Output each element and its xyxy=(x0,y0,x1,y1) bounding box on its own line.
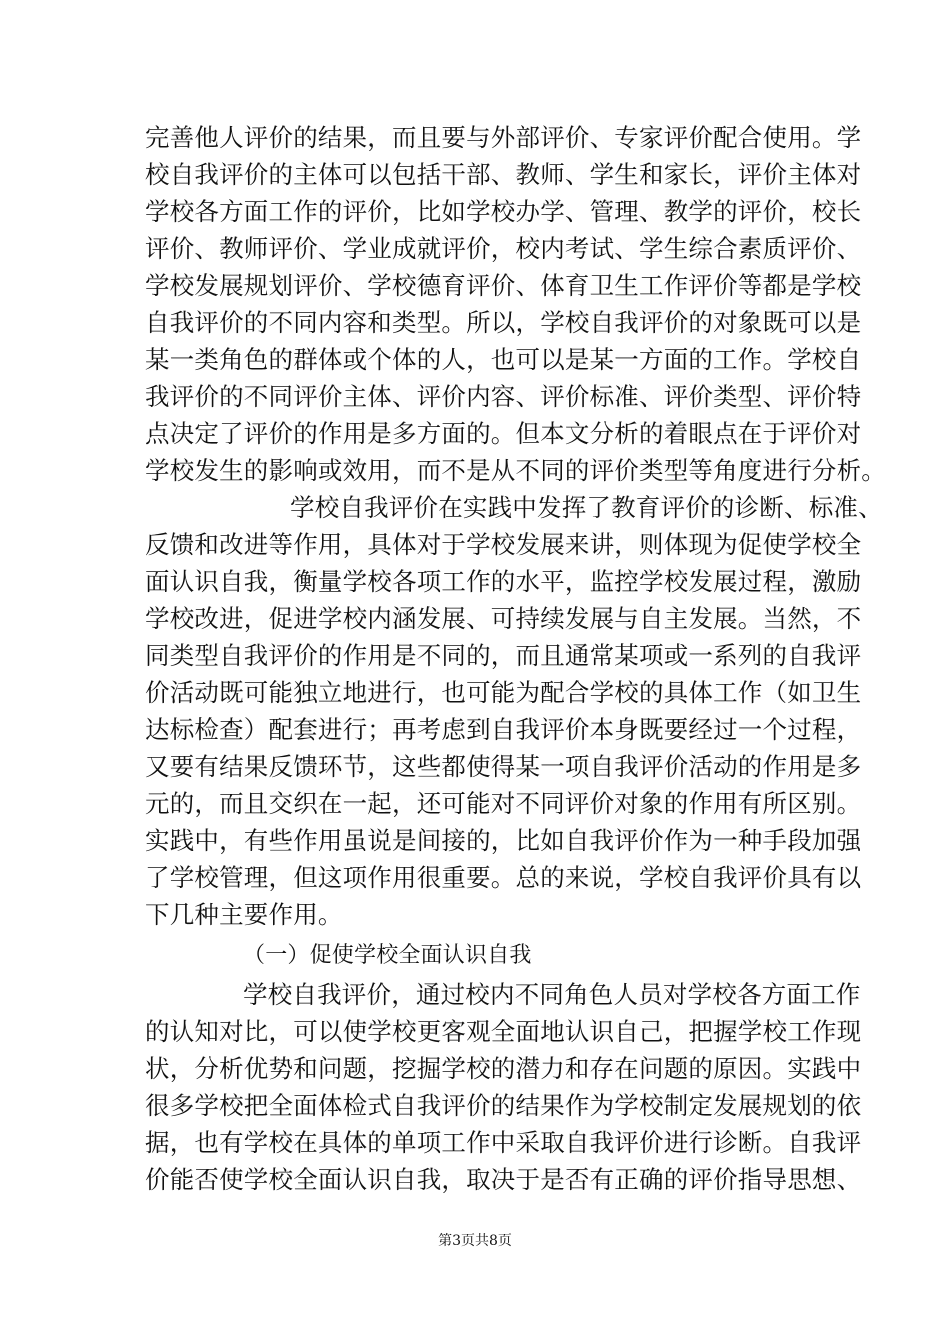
text-line: 价能否使学校全面认识自我，取决于是否有正确的评价指导思想、 xyxy=(145,1165,862,1194)
text-line: 了学校管理，但这项作用很重要。总的来说，学校自我评价具有以 xyxy=(145,863,862,892)
text-line: 面认识自我，衡量学校各项工作的水平，监控学校发展过程，激励 xyxy=(145,567,862,596)
text-line: 学校发展规划评价、学校德育评价、体育卫生工作评价等都是学校 xyxy=(145,271,862,300)
text-line: 我评价的不同评价主体、评价内容、评价标准、评价类型、评价特 xyxy=(145,382,862,411)
text-line: 点决定了评价的作用是多方面的。但本文分析的着眼点在于评价对 xyxy=(145,419,862,448)
text-line: 又要有结果反馈环节，这些都使得某一项自我评价活动的作用是多 xyxy=(145,752,862,781)
paragraph-first-line: 学校自我评价，通过校内不同角色人员对学校各方面工作 xyxy=(243,980,861,1009)
text-line: 很多学校把全面体检式自我评价的结果作为学校制定发展规划的依 xyxy=(145,1091,862,1120)
text-line: 校自我评价的主体可以包括干部、教师、学生和家长，评价主体对 xyxy=(145,160,862,189)
text-line: 下几种主要作用。 xyxy=(145,900,343,929)
text-line: 某一类角色的群体或个体的人，也可以是某一方面的工作。学校自 xyxy=(145,345,862,374)
text-line: 完善他人评价的结果，而且要与外部评价、专家评价配合使用。学 xyxy=(145,123,862,152)
section-heading: （一）促使学校全面认识自我 xyxy=(243,943,532,968)
text-line: 的认知对比，可以使学校更客观全面地认识自己，把握学校工作现 xyxy=(145,1017,862,1046)
text-line: 实践中，有些作用虽说是间接的，比如自我评价作为一种手段加强 xyxy=(145,826,862,855)
text-line: 学校各方面工作的评价，比如学校办学、管理、教学的评价，校长 xyxy=(145,197,862,226)
page-footer: 第3页共8页 xyxy=(438,1233,512,1249)
paragraph-first-line: 学校自我评价在实践中发挥了教育评价的诊断、标准、 xyxy=(290,493,883,522)
text-line: 价活动既可能独立地进行，也可能为配合学校的具体工作（如卫生 xyxy=(145,678,862,707)
text-line: 达标检查）配套进行；再考虑到自我评价本身既要经过一个过程， xyxy=(145,715,862,744)
text-line: 学校发生的影响或效用，而不是从不同的评价类型等角度进行分析。 xyxy=(145,456,886,485)
text-line: 学校改进，促进学校内涵发展、可持续发展与自主发展。当然，不 xyxy=(145,604,862,633)
text-line: 反馈和改进等作用，具体对于学校发展来讲，则体现为促使学校全 xyxy=(145,530,862,559)
text-line: 评价、教师评价、学业成就评价，校内考试、学生综合素质评价、 xyxy=(145,234,862,263)
text-line: 状，分析优势和问题，挖掘学校的潜力和存在问题的原因。实践中 xyxy=(145,1054,862,1083)
text-line: 同类型自我评价的作用是不同的，而且通常某项或一系列的自我评 xyxy=(145,641,862,670)
text-line: 据，也有学校在具体的单项工作中采取自我评价进行诊断。自我评 xyxy=(145,1128,862,1157)
text-line: 自我评价的不同内容和类型。所以，学校自我评价的对象既可以是 xyxy=(145,308,862,337)
text-line: 元的，而且交织在一起，还可能对不同评价对象的作用有所区别。 xyxy=(145,789,862,818)
